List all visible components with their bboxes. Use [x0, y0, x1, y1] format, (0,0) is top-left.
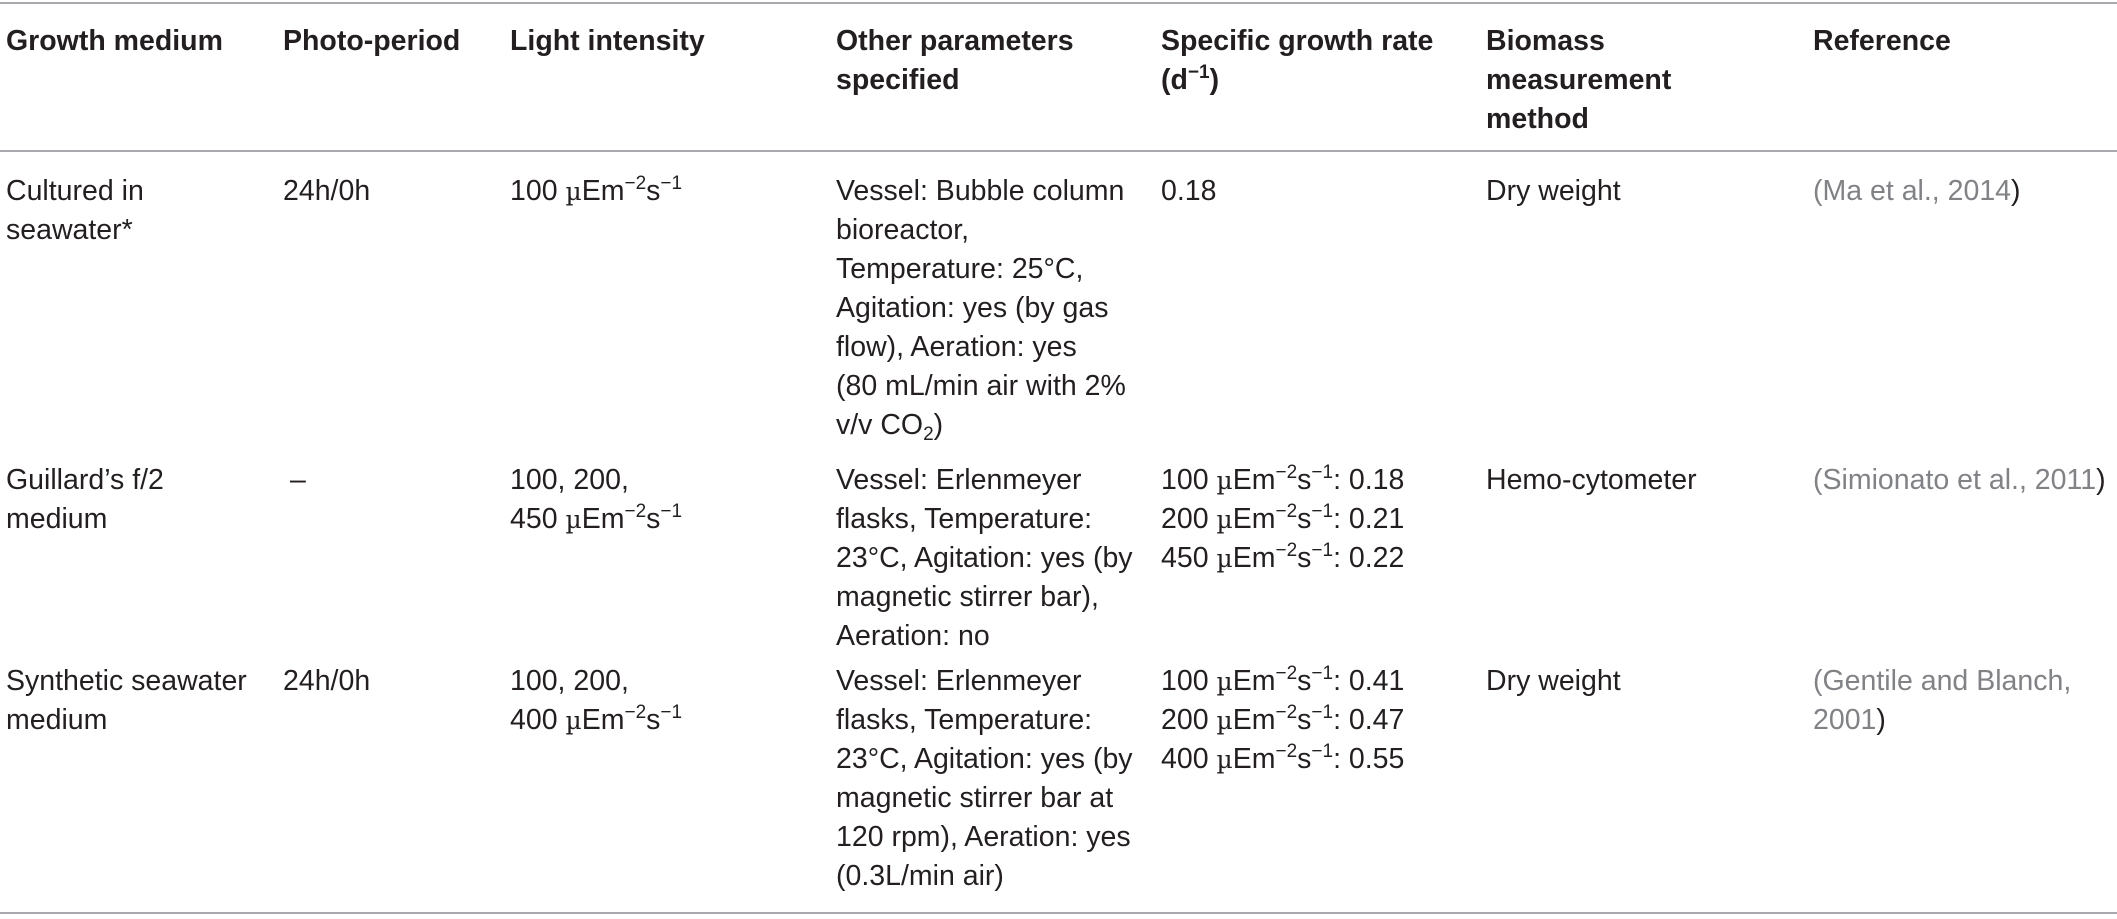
row3-biomass-method: Dry weight — [1486, 665, 1621, 697]
header-light-intensity: Light intensity — [510, 25, 705, 57]
row3-other-parameters: Vessel: Erlenmeyer flasks, Temperature: 23°C, Agitation: yes (by magnetic stirrer bar at 120 rpm), Aeration: yes (0.3L/min air) — [836, 665, 1133, 892]
row2-other-parameters: Vessel: Erlenmeyer flasks, Temperature: 23°C, Agitation: yes (by magnetic stirrer bar), Aeration: no — [836, 464, 1133, 652]
row1-growth-rate: 0.18 — [1161, 175, 1217, 207]
header-photoperiod: Photo-period — [283, 25, 461, 57]
row1-biomass-method: Dry weight — [1486, 175, 1621, 207]
row1-light-intensity: 100 $\mu Em^{-2}s^{-1}$ — [510, 173, 683, 207]
row2-growth-medium: Guillard’s f/2 medium — [6, 464, 164, 535]
row3-reference[interactable]: (Gentile and Blanch, 2001) — [1813, 665, 2072, 736]
row2-growth-rate: 100 $\mu Em^{-2}s^{-1}$: 0.18 200 $\mu Em^{-2}s^{-1}$: 0.21 450 $\mu Em^{-2}s^{-1}$: 0.22 — [1161, 462, 1405, 574]
row2-light-intensity: 100, 200, 450 $\mu Em^{-2}s^{-1}$ — [510, 464, 683, 535]
row1-reference-link[interactable]: Ma et al., 2014 — [1822, 175, 2012, 207]
table-bottom-rule — [0, 912, 2117, 914]
header-growth-medium: Growth medium — [6, 25, 223, 57]
header-biomass-method: Biomass measurement method — [1486, 25, 1672, 135]
row1-photoperiod: 24h/0h — [283, 175, 371, 207]
row3-reference-link[interactable]: Gentile and Blanch, — [1822, 665, 2072, 697]
header-other-parameters: Other parameters specified — [836, 25, 1074, 96]
row1-reference[interactable]: (Ma et al., 2014) — [1813, 175, 2021, 207]
row3-photoperiod: 24h/0h — [283, 665, 371, 697]
row1-growth-medium: Cultured in seawater* — [6, 175, 144, 246]
row2-reference[interactable]: (Simionato et al., 2011) — [1813, 464, 2106, 496]
row3-reference-link-year[interactable]: 2001 — [1813, 704, 1877, 736]
row3-growth-rate: 100 $\mu Em^{-2}s^{-1}$: 0.41 200 $\mu Em^{-2}s^{-1}$: 0.47 400 $\mu Em^{-2}s^{-1}$: 0.55 — [1161, 663, 1405, 775]
row1-other-parameters: Vessel: Bubble column bioreactor, Temperature: 25°C, Agitation: yes (by gas flow), Aeration: yes (80 mL/min air with 2% v/v $CO_2$) — [836, 175, 1126, 445]
row3-growth-medium: Synthetic seawater medium — [6, 665, 247, 736]
row3-light-intensity: 100, 200, 400 $\mu Em^{-2}s^{-1}$ — [510, 665, 683, 736]
row2-reference-link[interactable]: Simionato et al., 2011 — [1822, 464, 2097, 496]
row2-biomass-method: Hemo-cytometer — [1486, 464, 1697, 496]
header-reference: Reference — [1813, 25, 1951, 57]
header-specific-growth-rate: Specific growth rate $(d^{-1})$ — [1161, 25, 1434, 96]
header-bottom-rule — [0, 150, 2117, 152]
row2-photoperiod: – — [290, 464, 306, 496]
table-top-rule — [0, 2, 2117, 4]
